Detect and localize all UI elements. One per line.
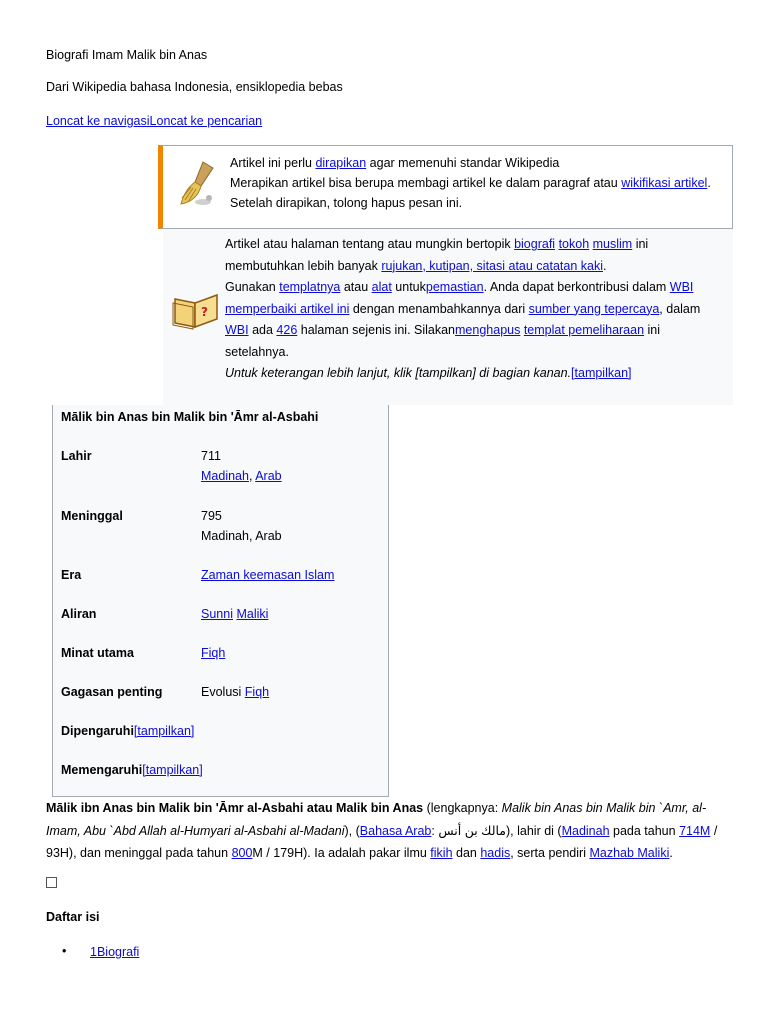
meninggal-value: 795 Madinah, Arab (201, 509, 282, 543)
svg-text:?: ? (201, 305, 208, 319)
memengaruhi-toggle[interactable]: [tampilkan] (142, 763, 203, 777)
templatnya-link[interactable]: templatnya (279, 280, 341, 294)
fiqh-link[interactable]: Fiqh (201, 646, 226, 660)
tokoh-link[interactable]: tokoh (558, 237, 590, 251)
gagasan-fiqh-link[interactable]: Fiqh (244, 685, 270, 699)
wbi-link-2[interactable]: WBI (225, 323, 249, 337)
era-link[interactable]: Zaman keemasan Islam (201, 568, 335, 582)
menghapus-link[interactable]: menghapus (455, 323, 521, 337)
intro-paragraph: Mālik ibn Anas bin Malik bin 'Āmr al-Asbahi atau Malik bin Anas (lengkapnya: Malik bin Anas bin Malik bin `Amr, al-Imam, Abu `Abd Allah al-Humyari al-Asbahi al-Madani), (Bahasa Arab: مالك بن أنس), lahir di (Madinah pada tahun 714M / 93H), dan meninggal pada tahun 800M / 179H). Ia adalah pakar ilmu fikih dan hadis, serta pendiri Mazhab Maliki. (46, 801, 718, 860)
dipengaruhi-row: Dipengaruhi[tampilkan] (61, 724, 195, 738)
dipengaruhi-toggle[interactable]: [tampilkan] (133, 724, 195, 738)
dirapikan-link[interactable]: dirapikan (315, 156, 367, 170)
toc-toggle-checkbox[interactable] (46, 877, 57, 888)
sources-notice (163, 229, 733, 405)
wbi-link[interactable]: WBI (669, 280, 694, 294)
gagasan-value: Evolusi Fiqh (201, 685, 270, 699)
bullet-icon: • (62, 944, 67, 958)
jump-to-navigation-link[interactable]: Loncat ke navigasi (46, 114, 150, 128)
madinah-intro-link[interactable]: Madinah (561, 823, 610, 838)
alat-link[interactable]: alat (371, 280, 392, 294)
arab-link[interactable]: Arab (255, 469, 282, 483)
lahir-value: 711 Madinah, Arab (201, 449, 282, 483)
maliki-link[interactable]: Maliki (236, 607, 269, 621)
bahasa-arab-link[interactable]: Bahasa Arab (359, 823, 432, 838)
toc-link-biografi[interactable]: 1Biografi (90, 945, 140, 959)
aliran-label: Aliran (61, 607, 97, 621)
page-title: Biografi Imam Malik bin Anas (46, 48, 208, 62)
meninggal-label: Meninggal (61, 509, 123, 523)
rujukan-link[interactable]: rujukan, kutipan, sitasi atau catatan kaki (381, 258, 604, 273)
muslim-link[interactable]: muslim (592, 237, 633, 251)
era-label: Era (61, 568, 82, 582)
sunni-link[interactable]: Sunni (201, 607, 233, 621)
page-subtitle: Dari Wikipedia bahasa Indonesia, ensiklopedia bebas (46, 80, 343, 94)
memengaruhi-row: Memengaruhi[tampilkan] (61, 763, 203, 777)
year-800-link[interactable]: 800 (231, 846, 253, 860)
sources-text: Artikel atau halaman tentang atau mungkin bertopik biografi tokoh muslim ini membutuhkan lebih banyak rujukan, kutipan, sitasi atau catatan kaki. Gunakan templatnya atau alat untukpemastian. Anda dapat berkontribusi dalam WBI memperbaiki artikel ini dengan menambahkannya dari sumber yang tepercaya, dalam WBI ada 426 halaman sejenis ini. Silakanmenghapus templat pemeliharaan ini setelahnya. (225, 237, 701, 359)
infobox-name: Mālik bin Anas bin Malik bin 'Āmr al-Asbahi (61, 410, 319, 424)
mazhab-maliki-link[interactable]: Mazhab Maliki (589, 846, 670, 860)
tampilkan-toggle[interactable]: [tampilkan] (571, 366, 632, 380)
fikih-link[interactable]: fikih (430, 846, 453, 860)
toc-title: Daftar isi (46, 910, 100, 924)
pemastian-link[interactable]: pemastian (425, 280, 484, 294)
templat-pemeliharaan-link[interactable]: templat pemeliharaan (523, 323, 645, 337)
lahir-label: Lahir (61, 449, 92, 463)
biografi-link[interactable]: biografi (514, 237, 556, 251)
infobox (52, 405, 389, 797)
toc-item (62, 944, 140, 959)
year-714-link[interactable]: 714M (679, 823, 711, 838)
count-426-link[interactable]: 426 (276, 323, 298, 337)
broom-icon (173, 158, 225, 210)
book-question-icon (171, 289, 221, 331)
cleanup-notice (158, 145, 733, 229)
wikifikasi-link[interactable]: wikifikasi artikel (621, 176, 708, 190)
gagasan-label: Gagasan penting (61, 685, 163, 699)
memperbaiki-link[interactable]: memperbaiki artikel ini (225, 301, 350, 316)
madinah-link[interactable]: Madinah (201, 469, 249, 483)
cleanup-text: Artikel ini perlu dirapikan agar memenuhi standar Wikipedia Merapikan artikel bisa berupa membagi artikel ke dalam paragraf atau wikifikasi artikel. Setelah dirapikan, tolong hapus pesan ini. (230, 156, 711, 210)
arabic-name: مالك بن أنس (438, 823, 507, 838)
jump-to-search-link[interactable]: Loncat ke pencarian (149, 114, 263, 128)
sumber-link[interactable]: sumber yang tepercaya (528, 301, 660, 316)
minat-label: Minat utama (61, 646, 134, 660)
hadis-link[interactable]: hadis (480, 846, 511, 860)
sources-note: Untuk keterangan lebih lanjut, klik [tampilkan] di bagian kanan.[tampilkan] (225, 366, 632, 380)
jump-links (46, 114, 262, 128)
